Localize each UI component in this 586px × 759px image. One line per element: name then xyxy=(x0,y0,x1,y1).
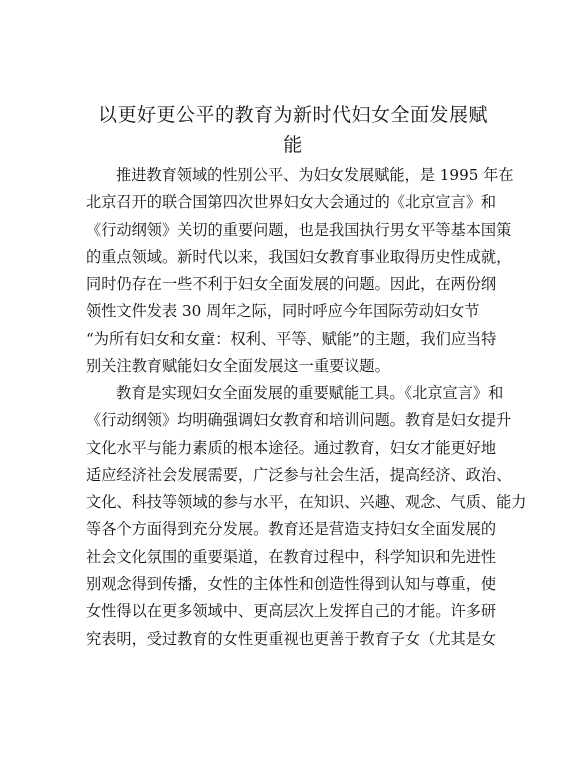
paragraph-line: 文化水平与能力素质的根本途径。通过教育，妇女才能更好地 xyxy=(86,438,497,457)
title-line: 能 xyxy=(283,134,303,156)
paragraph-line: 北京召开的联合国第四次世界妇女大会通过的《北京宣言》和 xyxy=(86,193,497,212)
paragraph-line: “为所有妇女和女童：权利、平等、赋能”的主题，我们应当特 xyxy=(86,329,497,348)
paragraph-line: 社会文化氛围的重要渠道，在教育过程中，科学知识和先进性 xyxy=(86,547,497,566)
paragraph-2 xyxy=(86,380,527,653)
paragraph-line: 《行动纲领》关切的重要问题，也是我国执行男女平等基本国策 xyxy=(86,220,512,239)
paragraph-line: 等各个方面得到充分发展。教育还是营造支持妇女全面发展的 xyxy=(86,520,497,539)
paragraph-line: 适应经济社会发展需要，广泛参与社会生活，提高经济、政治、 xyxy=(86,465,512,484)
paragraph-line: 教育是实现妇女全面发展的重要赋能工具。《北京宣言》和 xyxy=(116,384,504,402)
paragraph-line: 别观念得到传播，女性的主体性和创造性得到认知与尊重，使 xyxy=(86,575,497,594)
title-line: 以更好更公平的教育为新时代妇女全面发展赋 xyxy=(97,104,488,126)
paragraph-line: 究表明，受过教育的女性更重视也更善于教育子女（尤其是女 xyxy=(86,629,497,648)
paragraph-line: 文化、科技等领域的参与水平，在知识、兴趣、观念、气质、能力 xyxy=(86,493,527,512)
paragraph-line: 同时仍存在一些不利于妇女全面发展的问题。因此，在两份纲 xyxy=(86,275,497,294)
paragraph-line: 推进教育领域的性别公平、为妇女发展赋能，是 1995 年在 xyxy=(116,166,514,184)
document-title xyxy=(80,100,506,160)
paragraph-line: 领性文件发表 30 周年之际，同时呼应今年国际劳动妇女节 xyxy=(86,302,480,321)
paragraph-line: 别关注教育赋能妇女全面发展这一重要议题。 xyxy=(86,357,390,376)
paragraph-line: 女性得以在更多领域中、更高层次上发挥自己的才能。许多研 xyxy=(86,602,497,621)
paragraph-line: 的重点领域。新时代以来，我国妇女教育事业取得历史性成就， xyxy=(86,247,512,266)
paragraph-1 xyxy=(86,162,514,380)
paragraph-line: 《行动纲领》均明确强调妇女教育和培训问题。教育是妇女提升 xyxy=(86,411,512,430)
